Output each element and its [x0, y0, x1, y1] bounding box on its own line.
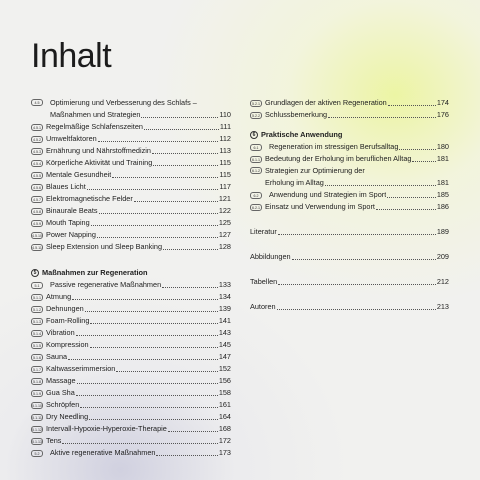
toc-page-number: 113 — [219, 146, 231, 155]
leader-dots — [76, 395, 218, 396]
toc-entry[interactable] — [31, 205, 231, 217]
leader-dots — [278, 234, 436, 235]
toc-entry[interactable] — [31, 303, 231, 315]
leader-dots — [278, 284, 436, 285]
leader-dots — [412, 161, 435, 162]
leader-dots — [388, 105, 436, 106]
section-number-badge: 5.2.1 — [252, 101, 260, 106]
toc-entry[interactable] — [31, 169, 231, 181]
toc-page-number: 181 — [436, 154, 449, 163]
section-number-badge: 5.1.7 — [33, 367, 41, 372]
toc-page-number: 168 — [218, 424, 231, 433]
section-title: Maßnahmen zur Regeneration — [42, 268, 148, 277]
section-number-badge: 5.1.9 — [33, 391, 41, 396]
toc-entry[interactable] — [31, 375, 231, 387]
toc-entry[interactable] — [250, 276, 449, 288]
leader-dots — [277, 309, 436, 310]
toc-page-number: 147 — [218, 352, 231, 361]
toc-entry-label: Ernährung und Nährstoffmedizin — [46, 146, 151, 155]
leader-dots — [134, 201, 218, 202]
leader-dots — [325, 185, 436, 186]
toc-entry-label: Vibration — [46, 328, 75, 337]
toc-page-number: 209 — [436, 252, 449, 261]
toc-entry-label: Anwendung und Strategien im Sport — [269, 190, 387, 199]
toc-page-number: 141 — [218, 316, 231, 325]
toc-page-number: 181 — [436, 178, 449, 187]
toc-entry[interactable] — [250, 251, 449, 263]
toc-entry-6-1-2[interactable] — [250, 165, 449, 177]
toc-entry-label: Tabellen — [250, 277, 278, 286]
toc-entry[interactable] — [250, 189, 449, 201]
toc-entry[interactable] — [31, 339, 231, 351]
leader-dots — [85, 311, 218, 312]
toc-entry[interactable] — [250, 97, 449, 109]
section-number-badge: 4.5.7 — [33, 197, 41, 202]
toc-entry[interactable] — [31, 181, 231, 193]
toc-page-number: 172 — [218, 436, 231, 445]
leader-dots — [91, 225, 218, 226]
toc-entry-label: Schröpfen — [46, 400, 80, 409]
toc-entry-label: Kompression — [46, 340, 89, 349]
toc-page-number: 121 — [218, 194, 231, 203]
toc-entry[interactable] — [31, 435, 231, 447]
toc-page-number: 176 — [436, 110, 449, 119]
section-heading-6[interactable] — [250, 129, 449, 141]
toc-page-number: 186 — [436, 202, 449, 211]
toc-entry-label: Einsatz und Verwendung im Sport — [265, 202, 375, 211]
toc-entry-label: Strategien zur Optimierung der — [265, 166, 365, 175]
toc-page-number: 115 — [219, 170, 231, 179]
toc-entry-label: Dry Needling — [46, 412, 89, 421]
section-number-badge: 5.1.12 — [32, 427, 42, 432]
leader-dots — [399, 149, 435, 150]
page-title: Inhalt — [31, 37, 112, 75]
toc-page-number: 152 — [218, 364, 231, 373]
leader-dots — [141, 117, 218, 118]
section-title: Praktische Anwendung — [261, 130, 343, 139]
toc-entry[interactable] — [250, 226, 449, 238]
toc-page-number: 122 — [218, 206, 231, 215]
toc-entry[interactable] — [31, 193, 231, 205]
leader-dots — [168, 431, 218, 432]
toc-entry[interactable] — [250, 141, 449, 153]
section-number-badge: 4.5.11 — [32, 245, 42, 250]
toc-entry-label: Binaurale Beats — [46, 206, 98, 215]
section-number-badge: 5.1.5 — [33, 343, 41, 348]
toc-entry-label: Intervall-Hypoxie-Hyperoxie-Therapie — [46, 424, 167, 433]
toc-page-number: 115 — [219, 158, 231, 167]
section-number-badge: 6.2.1 — [252, 205, 260, 210]
toc-page-number: 212 — [436, 277, 449, 286]
toc-entry-label: Regelmäßige Schlafenszeiten — [46, 122, 143, 131]
section-number-badge: 4.5.5 — [33, 173, 41, 178]
leader-dots — [98, 141, 219, 142]
toc-entry[interactable] — [31, 351, 231, 363]
toc-entry-label: Autoren — [250, 302, 276, 311]
toc-page-number: 133 — [218, 280, 231, 289]
toc-page-number: 125 — [218, 218, 231, 227]
leader-dots — [156, 455, 217, 456]
toc-entry-label: Kaltwasserimmersion — [46, 364, 116, 373]
toc-page-number: 185 — [436, 190, 449, 199]
toc-entry-label: Schlussbemerkung — [265, 110, 328, 119]
toc-entry-label: Gua Sha — [46, 388, 75, 397]
toc-entry-label: Mouth Taping — [46, 218, 90, 227]
toc-page-number: 174 — [436, 98, 449, 107]
leader-dots — [72, 299, 218, 300]
toc-entry[interactable] — [31, 399, 231, 411]
toc-entry[interactable] — [250, 301, 449, 313]
toc-entry-6-1-2-cont[interactable] — [250, 177, 449, 189]
toc-entry-label: Mentale Gesundheit — [46, 170, 112, 179]
leader-dots — [116, 371, 217, 372]
toc-entry-label: Sleep Extension und Sleep Banking — [46, 242, 163, 251]
toc-entry-4-5-cont[interactable] — [31, 109, 231, 121]
toc-entry[interactable] — [250, 153, 449, 165]
toc-left-column — [31, 97, 231, 459]
toc-entry-label: Optimierung und Verbesserung des Schlafs – — [50, 98, 197, 107]
section-number-badge: 6.1.1 — [252, 157, 260, 162]
toc-page-number: 134 — [218, 292, 231, 301]
toc-page-number: 112 — [219, 134, 231, 143]
section-number-badge: 4.5.3 — [33, 149, 41, 154]
toc-entry-label: Dehnungen — [46, 304, 84, 313]
section-number-badge: 5.2.2 — [252, 113, 260, 118]
toc-entry-label: Literatur — [250, 227, 277, 236]
toc-entry[interactable] — [31, 145, 231, 157]
leader-dots — [99, 213, 218, 214]
toc-entry[interactable] — [31, 217, 231, 229]
toc-entry[interactable] — [31, 315, 231, 327]
section-number-badge: 4.5.8 — [33, 209, 41, 214]
toc-entry[interactable] — [31, 387, 231, 399]
section-number-badge: 5.1.11 — [32, 415, 42, 420]
section-number-badge: 5.1 — [31, 282, 43, 289]
leader-dots — [68, 359, 218, 360]
toc-entry[interactable] — [31, 241, 231, 253]
toc-entry[interactable] — [31, 229, 231, 241]
toc-entry-label: Sauna — [46, 352, 68, 361]
leader-dots — [152, 153, 218, 154]
leader-dots — [97, 237, 218, 238]
toc-entry[interactable] — [31, 363, 231, 375]
section-number-badge: 5.2 — [31, 450, 43, 457]
toc-entry-label: Erholung im Alltag — [265, 178, 324, 187]
leader-dots — [376, 209, 436, 210]
toc-page-number: 128 — [218, 242, 231, 251]
leader-dots — [387, 197, 436, 198]
toc-page-number: 127 — [218, 230, 231, 239]
toc-right-column — [250, 97, 449, 313]
toc-entry-label: Blaues Licht — [46, 182, 86, 191]
toc-entry[interactable] — [31, 291, 231, 303]
toc-entry-4-5[interactable] — [31, 97, 231, 109]
toc-entry-label: Regeneration im stressigen Berufsalltag — [269, 142, 399, 151]
section-number-badge: 5.1.2 — [33, 307, 41, 312]
section-number-badge: 6.1.2 — [252, 169, 260, 173]
toc-entry-label: Aktive regenerative Maßnahmen — [50, 448, 156, 457]
section-number-badge: 4.5.2 — [33, 137, 41, 142]
toc-entry-label: Abbildungen — [250, 252, 291, 261]
toc-page-number: 156 — [218, 376, 231, 385]
section-number-badge: 4.5.4 — [33, 161, 41, 166]
toc-entry-label: Bedeutung der Erholung im beruflichen Alltag — [265, 154, 412, 163]
section-number-badge: 4.5.9 — [33, 221, 41, 226]
toc-entry-label: Maßnahmen und Strategien — [50, 110, 141, 119]
toc-page-number: 117 — [219, 182, 231, 191]
toc-entry[interactable] — [250, 201, 449, 213]
toc-page-number: 161 — [218, 400, 231, 409]
section-number-badge: 5.1.1 — [33, 295, 41, 300]
toc-page-number: 158 — [218, 388, 231, 397]
leader-dots — [162, 287, 218, 288]
section-number-circle: 6 — [250, 131, 258, 139]
toc-entry-label: Umweltfaktoren — [46, 134, 97, 143]
toc-page-number: 180 — [436, 142, 449, 151]
toc-entry[interactable] — [31, 133, 231, 145]
section-number-badge: 5.1.13 — [32, 439, 42, 444]
toc-page-number: 213 — [436, 302, 449, 311]
toc-page-number: 164 — [218, 412, 231, 421]
toc-entry-label: Grundlagen der aktiven Regeneration — [265, 98, 387, 107]
toc-page-number: 139 — [218, 304, 231, 313]
toc-page-number: 189 — [436, 227, 449, 236]
leader-dots — [90, 347, 218, 348]
leader-dots — [328, 117, 436, 118]
leader-dots — [77, 383, 218, 384]
section-number-badge: 6.2 — [250, 192, 262, 199]
toc-entry[interactable] — [250, 109, 449, 121]
toc-entry[interactable] — [31, 157, 231, 169]
leader-dots — [80, 407, 218, 408]
leader-dots — [112, 177, 218, 178]
toc-entry-label: Massage — [46, 376, 76, 385]
leader-dots — [62, 443, 217, 444]
toc-page-number: 143 — [218, 328, 231, 337]
section-number-badge: 5.1.8 — [33, 379, 41, 384]
toc-entry[interactable] — [31, 279, 231, 291]
toc-entry-label: Power Napping — [46, 230, 96, 239]
section-number-circle: 5 — [31, 269, 39, 277]
leader-dots — [87, 189, 219, 190]
section-number-badge: 5.1.10 — [32, 403, 42, 408]
toc-entry-label: Passive regenerative Maßnahmen — [50, 280, 162, 289]
section-number-badge: 4.5.1 — [33, 125, 41, 130]
section-number-badge: 5.1.6 — [33, 355, 41, 360]
toc-entry[interactable] — [31, 447, 231, 459]
toc-entry-label: Elektromagnetische Felder — [46, 194, 133, 203]
leader-dots — [144, 129, 219, 130]
leader-dots — [153, 165, 218, 166]
toc-entry-label: Tens — [46, 436, 62, 445]
section-number-badge: 6.1 — [250, 144, 262, 151]
leader-dots — [76, 335, 218, 336]
section-heading-5[interactable] — [31, 267, 231, 279]
leader-dots — [163, 249, 218, 250]
section-number-badge: 5.1.3 — [33, 319, 41, 324]
toc-entry-label: Körperliche Aktivität und Training — [46, 158, 153, 167]
toc-page-number: 145 — [218, 340, 231, 349]
section-number-badge: 4.5.6 — [33, 185, 41, 190]
toc-entry[interactable] — [31, 423, 231, 435]
leader-dots — [292, 259, 436, 260]
toc-entry-label: Foam-Rolling — [46, 316, 90, 325]
leader-dots — [89, 419, 218, 420]
toc-page-number: 110 — [219, 110, 231, 119]
section-number-badge: 5.1.4 — [33, 331, 41, 336]
leader-dots — [90, 323, 217, 324]
toc-page-number: 111 — [219, 122, 231, 131]
toc-page-number: 173 — [218, 448, 231, 457]
toc-entry[interactable] — [31, 327, 231, 339]
toc-entry[interactable] — [31, 121, 231, 133]
toc-entry-label: Atmung — [46, 292, 72, 301]
toc-entry[interactable] — [31, 411, 231, 423]
section-number-badge: 4.5 — [31, 99, 43, 106]
section-number-badge: 4.5.10 — [32, 233, 42, 238]
